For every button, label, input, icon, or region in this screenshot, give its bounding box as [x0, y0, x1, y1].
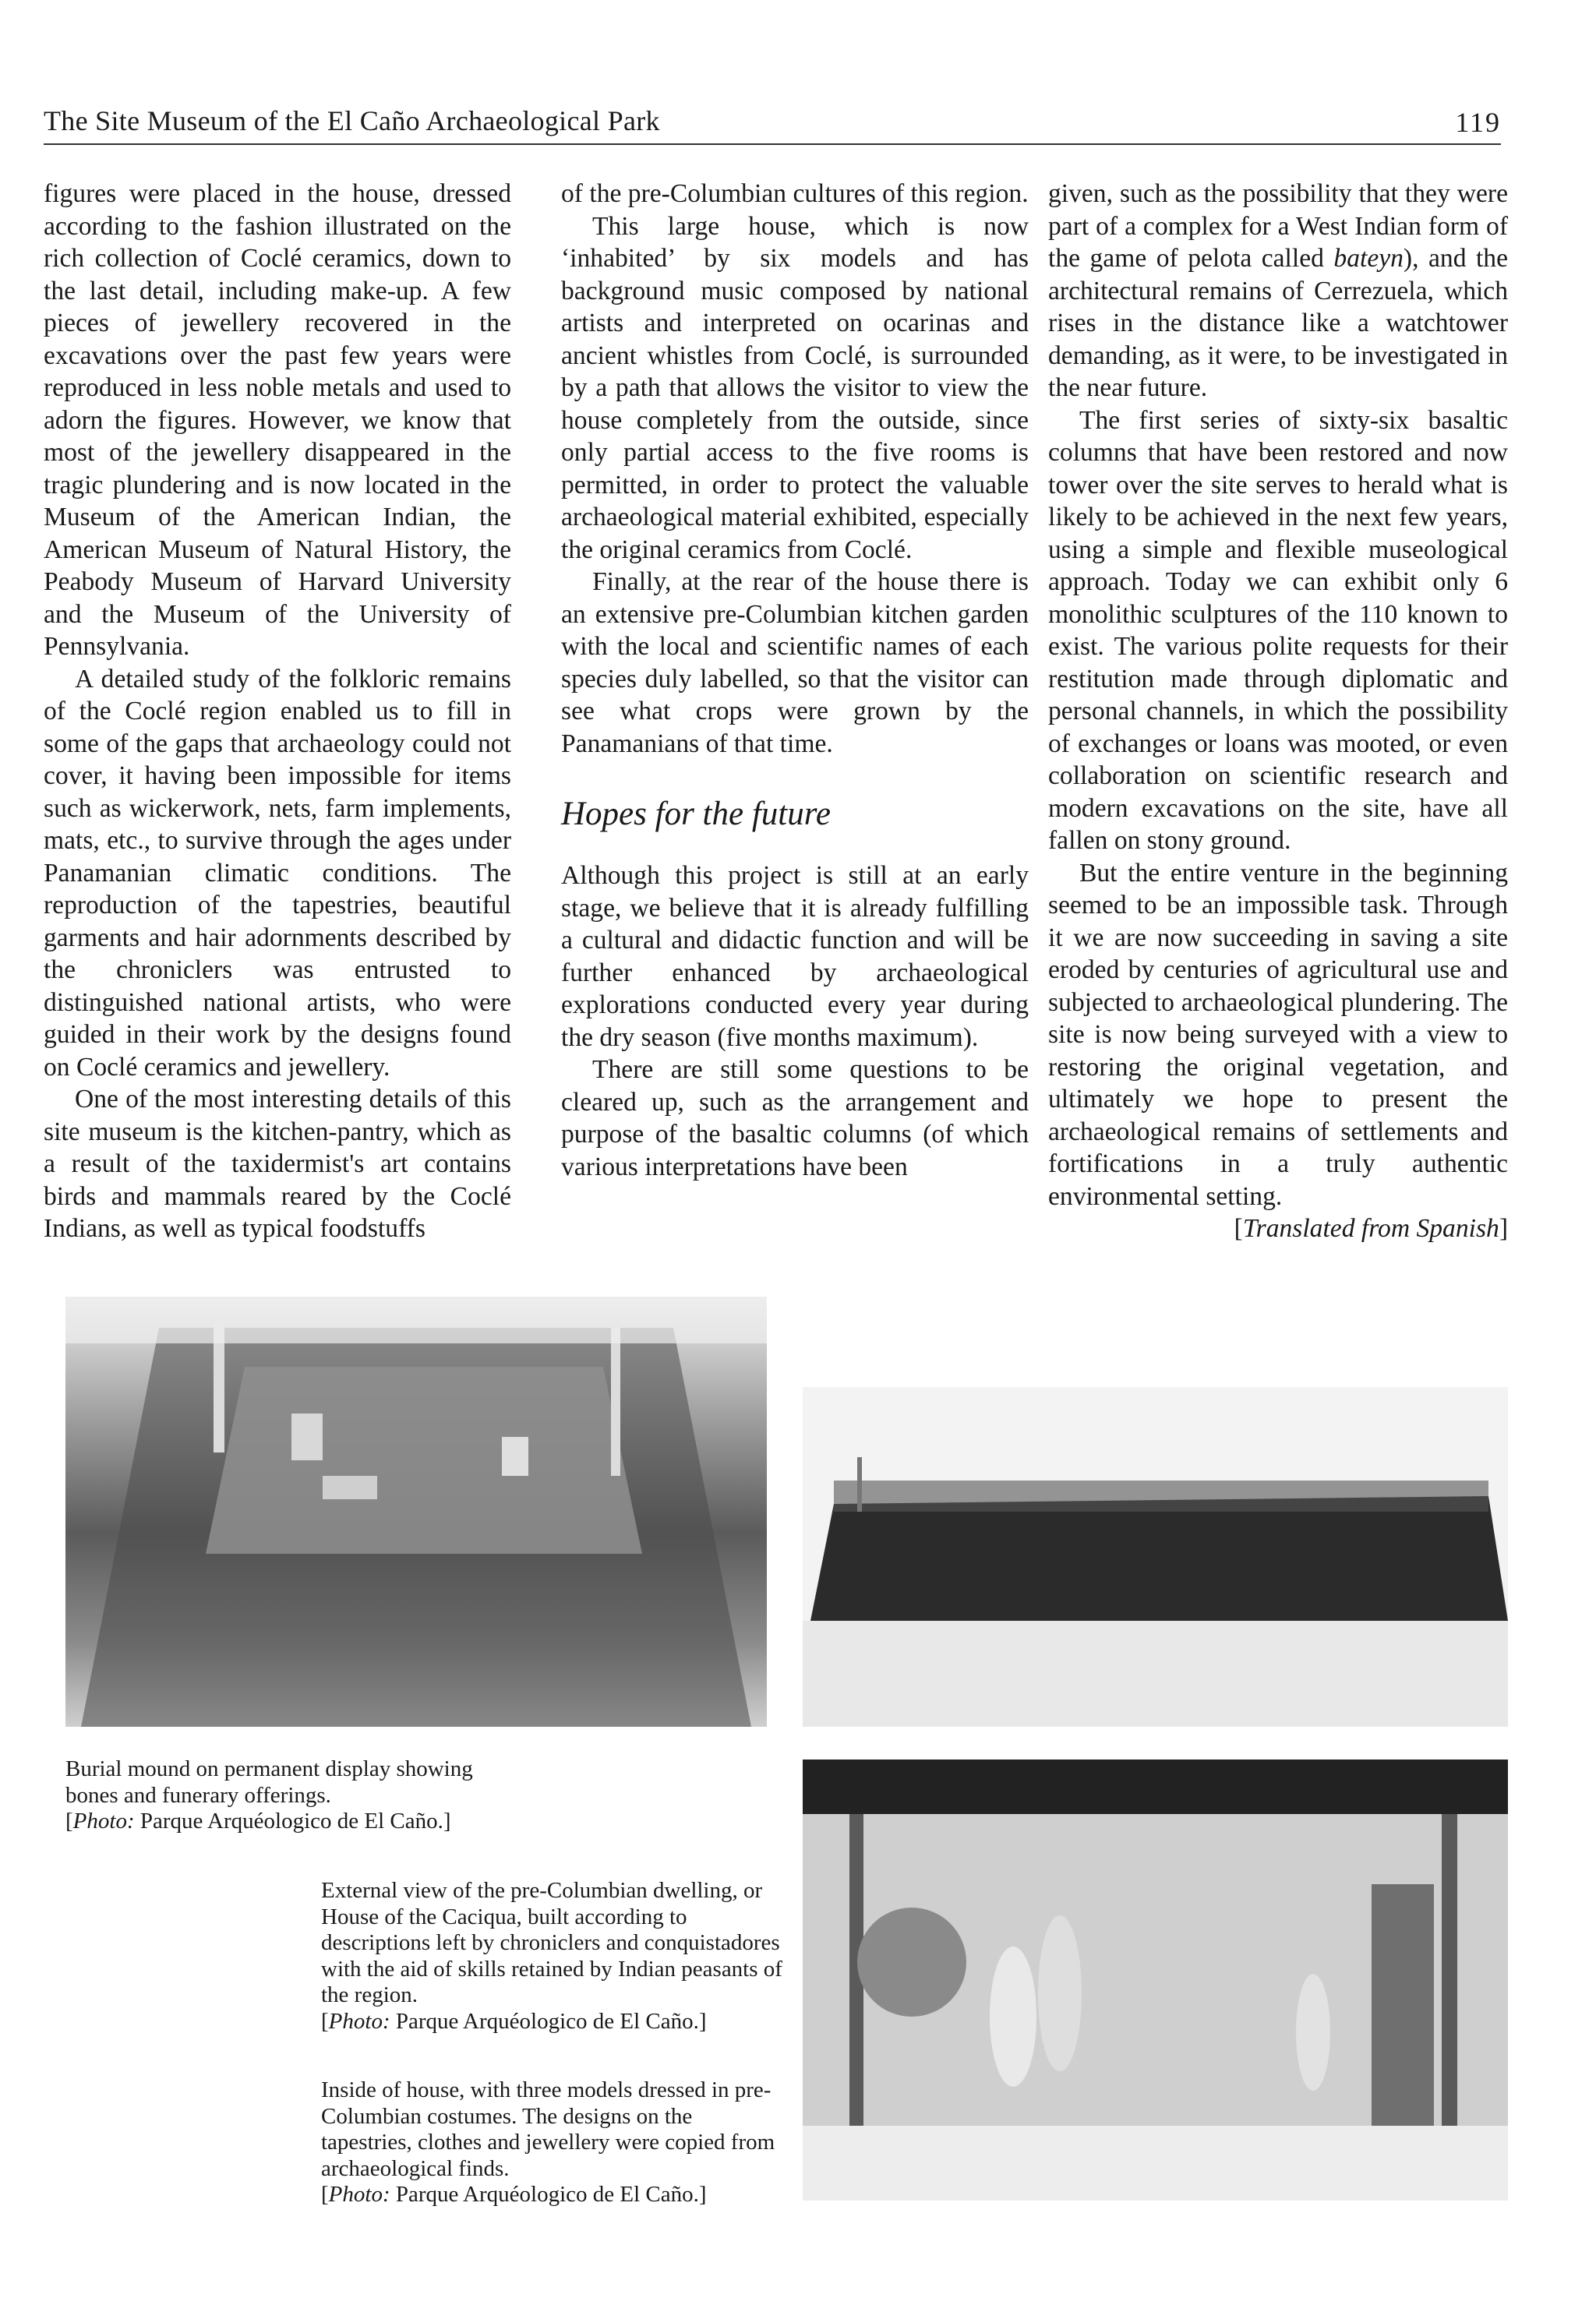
- caption-text: Burial mound on permanent display showing bones and funerary offerings.: [65, 1756, 473, 1808]
- credit-label: Photo:: [328, 2008, 390, 2034]
- translation-note-label: Translated from Spanish: [1242, 1214, 1499, 1243]
- caption-text: Inside of house, with three models dressed in pre-Columbian costumes. The designs on the tapestries, clothes and jewellery were copied from archaeological finds.: [321, 2077, 775, 2181]
- paragraph: A detailed study of the folkloric remains of the Coclé region enabled us to fill in some of the gaps that archaeology could not cover, it having been impossible for items such as wickerwork, nets, farm implements, mats, etc., to survive through the ages under Panamanian climatic conditions. The reproduction of the tapestries, beautiful garments and hair adornments described by the chroniclers was entrusted to distinguished national artists, who were guided in their work by the designs found on Coclé ceramics and jewellery.: [44, 664, 511, 1082]
- text-column-3: [1048, 178, 1508, 1245]
- caption-text: External view of the pre-Columbian dwelling, or House of the Caciqua, built according to descriptions left by chroniclers and conquistadores with the aid of skills retained by Indian peasants of the region.: [321, 1878, 782, 2007]
- text-column-2: [561, 178, 1029, 1183]
- photo-house-interior-graphic: [803, 1760, 1508, 2201]
- paragraph-text: given, such as the possibility that they were part of a complex for a West Indian form of the game of pelota called: [1048, 179, 1508, 273]
- paragraph: But the entire venture in the beginning seemed to be an impossible task. Through it we are now succeeding in saving a site eroded by centuries of agricultural use and subjected to archaeological plundering. The site is now being surveyed with a view to restoring the original vegetation, and ultimately we hope to present the archaeological remains of settlements and fortifications in a truly authentic environmental setting.: [1048, 858, 1508, 1211]
- paragraph: of the pre-Columbian cultures of this region.: [561, 179, 1029, 208]
- photo-burial-mound: [65, 1297, 767, 1727]
- credit-label: Photo:: [328, 2182, 390, 2207]
- caption-burial-mound: [65, 1756, 502, 1835]
- running-header: [44, 100, 1501, 145]
- paragraph: [1048, 178, 1508, 404]
- photo-credit: [Photo: Parque Arquéologico de El Caño.]: [65, 1809, 451, 1834]
- caption-house-exterior: [321, 1878, 789, 2035]
- page-number: 119: [1455, 107, 1501, 138]
- photo-credit: [Photo: Parque Arquéologico de El Caño.]: [321, 2182, 707, 2207]
- photo-burial-mound-graphic: [65, 1297, 767, 1727]
- photo-credit: [Photo: Parque Arquéologico de El Caño.]: [321, 2008, 707, 2034]
- text-column-1: [44, 178, 511, 1245]
- term-bateyn: bateyn: [1333, 244, 1404, 273]
- paragraph: One of the most interesting details of this site museum is the kitchen-pantry, which as a result of the taxidermist's art contains birds and mammals reared by the Coclé Indians, as well as typical foodstuffs: [44, 1085, 511, 1243]
- paragraph: The first series of sixty-six basaltic columns that have been restored and now tower over the site serves to herald what is likely to be achieved in the next few years, using a simple and flexible museological approach. Today we can exhibit only 6 monolithic sculptures of the 110 known to exist. The various polite requests for their restitution made through diplomatic and personal channels, in which the possibility of exchanges or loans was mooted, or even collaboration on scientific research and modern excavations on the site, have all fallen on stony ground.: [1048, 405, 1508, 855]
- paragraph: There are still some questions to be cleared up, such as the arrangement and purpose of the basaltic columns (of which various interpretations have been: [561, 1055, 1029, 1181]
- translation-note: [Translated from Spanish]: [1234, 1214, 1508, 1243]
- running-title: The Site Museum of the El Caño Archaeological Park: [44, 105, 660, 136]
- paragraph: Although this project is still at an early stage, we believe that it is already fulfilling a cultural and didactic function and will be further enhanced by archaeological explorations conducted every year during the dry season (five months maximum).: [561, 861, 1029, 1052]
- photo-house-exterior-graphic: [803, 1387, 1508, 1727]
- paragraph-text-tail: ), and the architectural remains of Cerrezuela, which rises in the distance like a watchtower demanding, as it were, to be investigated in the near future.: [1048, 244, 1508, 402]
- paragraph: figures were placed in the house, dressed according to the fashion illustrated on the rich collection of Coclé ceramics, down to the last detail, including make-up. A few pieces of jewellery recovered in the excavations over the past few years were reproduced in less noble metals and used to adorn the figures. However, we know that most of the jewellery disappeared in the tragic plundering and is now located in the Museum of the American Indian, the American Museum of Natural History, the Peabody Museum of Harvard University and the Museum of the University of Pennsylvania.: [44, 179, 511, 661]
- credit-label: Photo:: [72, 1809, 135, 1834]
- caption-house-interior: [321, 2077, 789, 2208]
- photo-house-interior: [803, 1760, 1508, 2201]
- paragraph: This large house, which is now ‘inhabited’ by six models and has background music composed by national artists and interpreted on ocarinas and ancient whistles from Coclé, is surrounded by a path that allows the visitor to view the house completely from the outside, since only partial access to the five rooms is permitted, in order to protect the valuable archaeological material exhibited, especially the original ceramics from Coclé.: [561, 211, 1029, 564]
- section-heading: Hopes for the future: [561, 796, 831, 832]
- photo-house-exterior: [803, 1387, 1508, 1727]
- paragraph: Finally, at the rear of the house there is an extensive pre-Columbian kitchen garden with the local and scientific names of each species duly labelled, so that the visitor can see what crops were grown by the Panamanians of that time.: [561, 567, 1029, 758]
